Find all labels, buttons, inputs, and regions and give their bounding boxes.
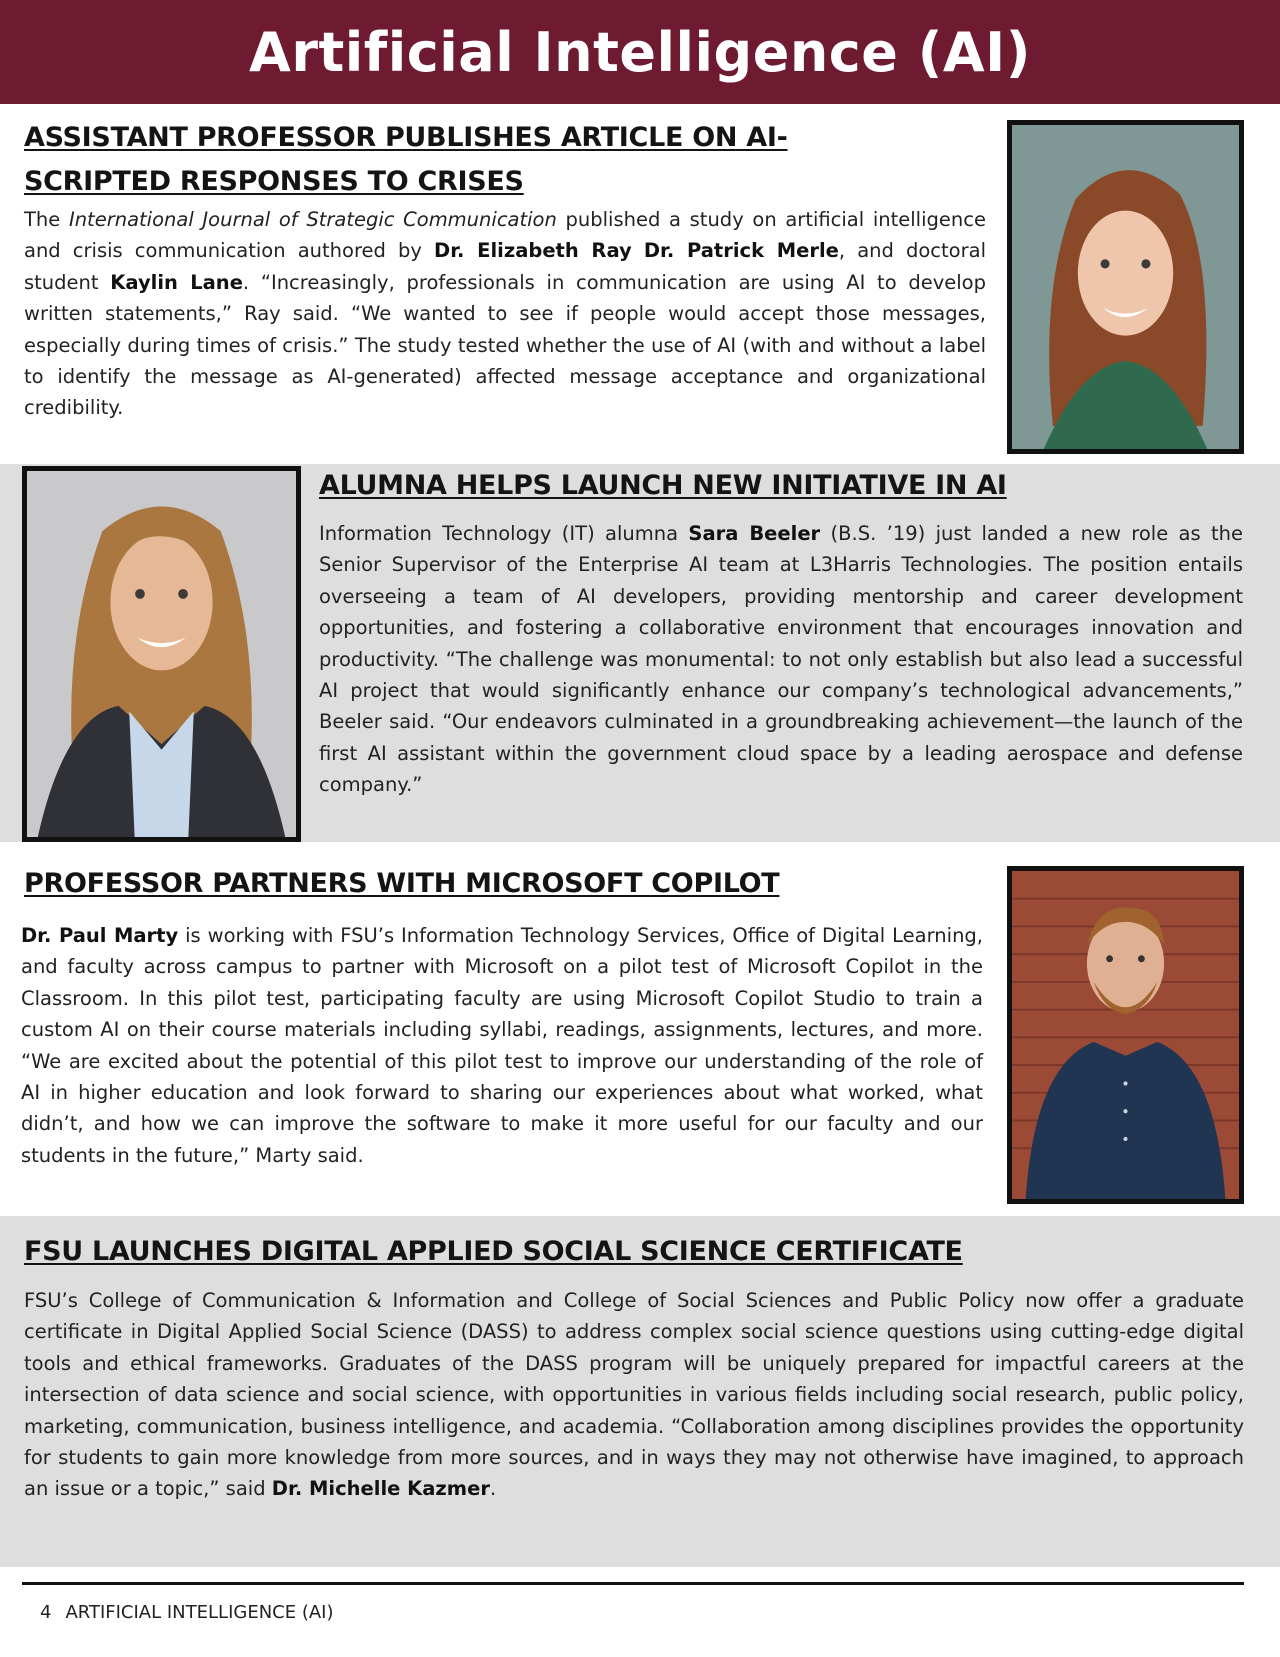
page-number: 4 (40, 1602, 52, 1623)
author-name: Kaylin Lane (110, 270, 243, 294)
article-microsoft-copilot (0, 842, 1280, 1216)
footer-section-title: ARTIFICIAL INTELLIGENCE (AI) (65, 1602, 334, 1623)
journal-title: International Journal of Strategic Communication (68, 208, 557, 231)
author-name: Dr. Patrick Merle (643, 239, 839, 263)
article-body: Information Technology (IT) alumna Sara Beeler (B.S. ’19) just landed a new role as the Senior Supervisor of the Enterprise AI team at L3Harris Technologies. The position entails overseeing a team of AI developers, providing mentorship and career development opportunities, and fostering a collaborative environment that encourages innovation and productivity. “The challenge was monumental: to not only establish but also lead a successful AI project that would significantly enhance our company’s technological advancements,” Beeler said. “Our endeavors culminated in a groundbreaking achievement—the launch of the first AI assistant within the government cloud space by a leading aerospace and defense company.” (319, 522, 1244, 797)
author-name: Dr. Elizabeth Ray (434, 239, 632, 263)
article-headline (24, 116, 984, 204)
article-body: The International Journal of Strategic Communication published a study on artificial intelligence and crisis communication authored by Dr. Elizabeth Ray Dr. Patrick Merle, and doctoral student Kaylin Lane. “Increasingly, professionals in communication are using AI to develop written statements,” Ray said. “We wanted to see if people would accept those messages, especially during times of crisis.” The study tested whether the use of AI (with and without a label to identify the message as AI-generated) affected message acceptance and organizational credibility. (24, 208, 986, 420)
dean-name: Dr. Michelle Kazmer (271, 1477, 490, 1501)
article-ai-crisis (0, 104, 1280, 464)
article-dass-certificate (0, 1216, 1280, 1567)
article-body: Dr. Paul Marty is working with FSU’s Information Technology Services, Office of Digital Learning, and faculty across campus to partner with Microsoft on a pilot test of Microsoft Copilot in the Classroom. In this pilot test, participating faculty are using Microsoft Copilot Studio to train a custom AI on their course materials including syllabi, readings, assignments, lectures, and more. “We are excited about the potential of this pilot test to improve our understanding of the role of AI in higher education and look forward to sharing our experiences about what worked, what didn’t, and how we can improve the software to make it more useful for our faculty and our students in the future,” Marty said. (21, 924, 984, 1167)
headline-line-2: SCRIPTED RESPONSES TO CRISES (24, 166, 524, 197)
article-headline: ALUMNA HELPS LAUNCH NEW INITIATIVE IN AI (319, 470, 1007, 501)
article-headline: PROFESSOR PARTNERS WITH MICROSOFT COPILOT (24, 868, 780, 899)
headline-line-1: ASSISTANT PROFESSOR PUBLISHES ARTICLE ON AI- (24, 122, 788, 153)
article-headline: FSU LAUNCHES DIGITAL APPLIED SOCIAL SCIENCE CERTIFICATE (24, 1236, 963, 1267)
professor-name: Dr. Paul Marty (21, 924, 179, 947)
page-banner (0, 0, 1280, 104)
portrait-photo-paul-marty (1007, 866, 1244, 1204)
page-title: Artificial Intelligence (AI) (249, 20, 1031, 84)
page-footer (40, 1602, 334, 1623)
article-body: FSU’s College of Communication & Information and College of Social Sciences and Public Policy now offer a graduate certificate in Digital Applied Social Science (DASS) to address complex social science questions using cutting-edge digital tools and ethical frameworks. Graduates of the DASS program will be uniquely prepared for impactful careers at the intersection of data science and social science, with opportunities in various fields including social research, public policy, marketing, communication, business intelligence, and academia. “Collaboration among disciplines provides the opportunity for students to gain more knowledge from more sources, and in ways they may not otherwise have imagined, to approach an issue or a topic,” said Dr. Michelle Kazmer. (24, 1289, 1244, 1501)
alumna-name: Sara Beeler (688, 522, 821, 545)
article-alumna-initiative (0, 464, 1280, 842)
portrait-photo-elizabeth-ray (1007, 120, 1244, 454)
portrait-photo-sara-beeler (22, 466, 301, 842)
footer-rule (22, 1582, 1244, 1585)
